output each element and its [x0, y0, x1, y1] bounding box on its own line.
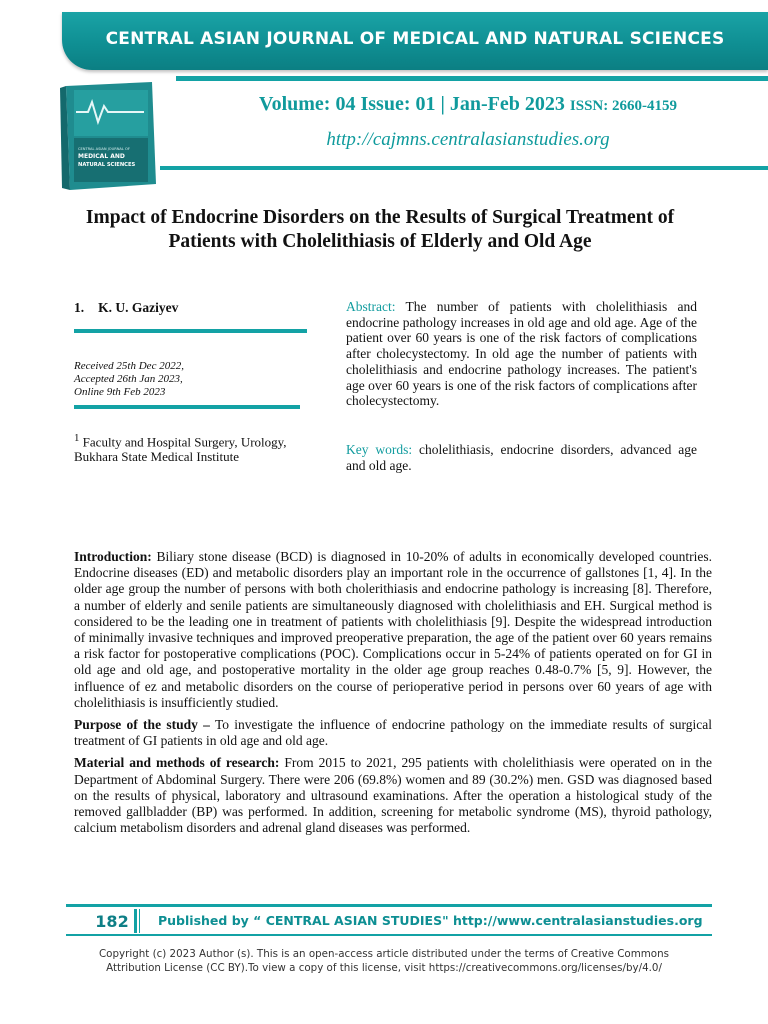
methods-text: From 2015 to 2021, 295 patients with cholelithiasis were operated on in the Department of Abdominal Surgery. There were 206 (69.8%) women and 89 (30.2%) men. GSD was diagnosed based on the results of physical, laboratory and ultrasound examinations. After the operation a histological study of the removed gallbladder (BP) was performed. In addition, screening for metabolic syndrome (MS), thyroid pathology, calcium metabolism disorders and adrenal gland diseases was performed.	[74, 755, 712, 836]
date-accepted: Accepted 26th Jan 2023,	[74, 373, 183, 385]
journal-url[interactable]: http://cajmns.centralasianstudies.org	[326, 129, 610, 150]
introduction-label: Introduction:	[74, 549, 152, 564]
article-dates	[74, 360, 184, 399]
purpose-text: To investigate the influence of endocrine pathology on the immediate results of surgical treatment of GI patients in old age and old age.	[74, 717, 712, 749]
volume-issue: Volume: 04 Issue: 01 | Jan-Feb 2023	[258, 93, 565, 115]
copyright-line-1: Copyright (c) 2023 Author (s). This is an open-access article distributed under the terms of Creative Commons	[98, 948, 669, 960]
cover-line-1: CENTRAL ASIAN JOURNAL OF	[78, 147, 130, 151]
paper-title: Impact of Endocrine Disorders on the Results of Surgical Treatment of Patients with Cholelithiasis of Elderly and Old Age	[85, 207, 675, 252]
header-rule-top	[176, 76, 768, 81]
abstract-label: Abstract:	[346, 299, 396, 314]
article-body	[74, 549, 712, 842]
date-online: Online 9th Feb 2023	[74, 386, 166, 398]
footer-rule-bottom	[66, 934, 712, 936]
introduction-text: Biliary stone disease (BCD) is diagnosed in 10-20% of adults in economically developed countries. Endocrine diseases (ED) and metabolic disorders play an important role in the occurrence of gallstones [1, 4]. In the older age group the number of persons with both cholerithiasis and endocrine pathology is increasing [8]. Therefore, a number of elderly and senile patients are simultaneously diagnosed with cholelithiasis and EH. Surgical method is considered to be the leading one in treatment of patients with cholelithiasis [9]. Despite the widespread introduction of minimally invasive techniques and improved preoperative preparation, the age of the patient over 60 years remains a risk factor for postoperative complications (POC). Complications occur in 5-24% of patients operated on for GI in old age and old age, and postoperative mortality in the older age group reaches 0.48-0.7% [5, 9]. However, the influence of ez and metabolic disorders on the course of perioperative period in persons over 60 years of age with cholelithiasis is insufficiently studied.	[74, 549, 712, 710]
purpose-paragraph	[74, 717, 712, 749]
affiliation	[74, 431, 324, 464]
issn: ISSN: 2660-4159	[569, 98, 677, 114]
cover-line-3: NATURAL SCIENCES	[78, 162, 136, 168]
introduction-paragraph	[74, 549, 712, 711]
author-number: 1.	[74, 300, 85, 315]
purpose-label: Purpose of the study –	[74, 717, 210, 733]
affiliation-text: Faculty and Hospital Surgery, Urology, Bukhara State Medical Institute	[74, 434, 287, 465]
journal-cover-image	[52, 80, 164, 192]
author-name: K. U. Gaziyev	[98, 300, 179, 315]
divider-dates	[74, 405, 300, 409]
divider-author	[74, 329, 307, 333]
abstract	[346, 299, 697, 409]
header-rule-bottom	[160, 166, 768, 170]
abstract-text: The number of patients with cholelithiasis and endocrine pathology increases in old age and old age. Age of the patient over 60 years is one of the risk factors of complications after cholecystectomy. In old age the number of patients with cholelithiasis and endocrine pathology increases. The patient's age over 60 years is one of the risk factors of complications after cholecystectomy.	[346, 299, 697, 409]
journal-name: CENTRAL ASIAN JOURNAL OF MEDICAL AND NATURAL SCIENCES	[105, 29, 725, 49]
page-number: 182	[95, 912, 129, 931]
affiliation-marker: 1	[74, 432, 80, 444]
keywords-label: Key words:	[346, 442, 413, 457]
copyright-notice	[60, 948, 708, 975]
published-by[interactable]: Published by “ CENTRAL ASIAN STUDIES" http://www.centralasianstudies.org	[158, 913, 703, 928]
footer-divider-bar	[134, 909, 137, 933]
methods-paragraph	[74, 755, 712, 836]
footer-divider-bar-thin	[139, 909, 140, 933]
date-received: Received 25th Dec 2022,	[74, 360, 184, 372]
volume-issue-line	[168, 93, 768, 116]
cover-line-2: MEDICAL AND	[78, 153, 125, 160]
keywords-text: cholelithiasis, endocrine disorders, advanced age and old age.	[346, 442, 697, 473]
footer-rule-top	[66, 904, 712, 907]
author-line	[74, 300, 178, 316]
keywords	[346, 442, 697, 474]
copyright-line-2: Attribution License (CC BY).To view a copy of this license, visit https://creativecommons.org/licenses/by/4.0/	[106, 961, 662, 974]
methods-label: Material and methods of research:	[74, 755, 280, 771]
